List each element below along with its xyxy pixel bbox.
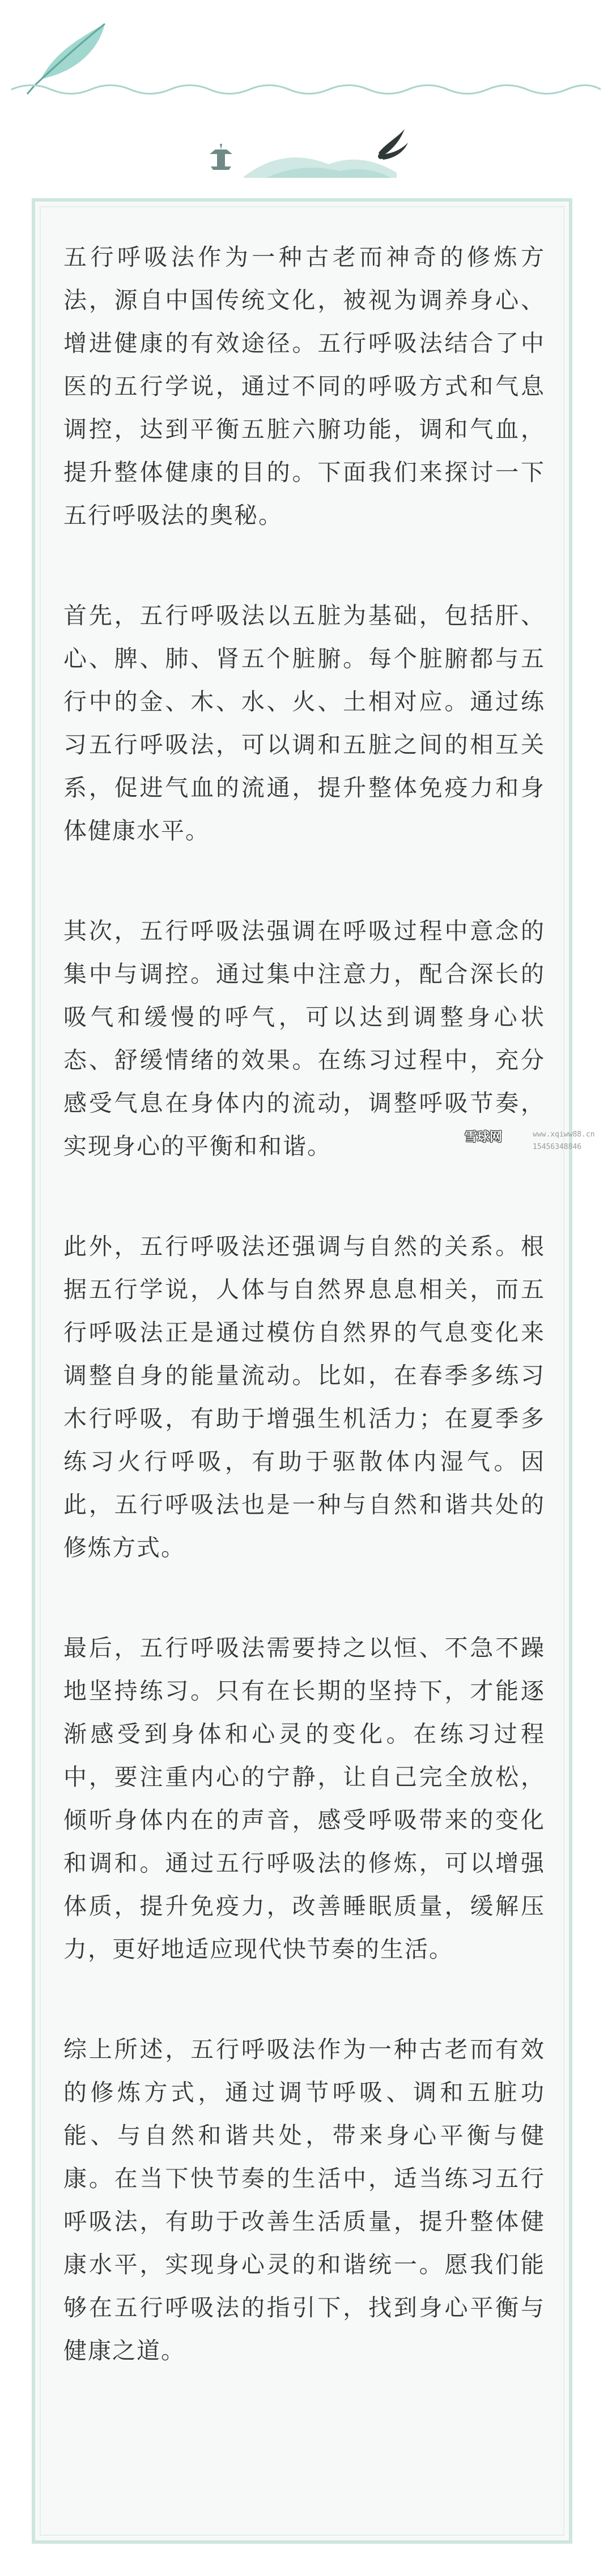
watermark [465,1127,612,1167]
watermark-number: 15456348846 [533,1143,582,1151]
header-art [0,0,612,187]
feather-icon [27,24,105,94]
article-body [63,236,545,2372]
paragraph-intro: 五行呼吸法作为一种古老而神奇的修炼方法，源自中国传统文化，被视为调养身心、增进健康的有效途径。五行呼吸法结合了中医的五行学说，通过不同的呼吸方式和气息调控，达到平衡五脏六腑功能，调和气血，提升整体健康的目的。下面我们来探讨一下五行呼吸法的奥秘。 [63,243,545,529]
watermark-url: www.xqiww88.cn [533,1130,595,1139]
pavilion-icon [210,144,232,170]
header-decoration [0,0,612,187]
article-frame [32,198,572,2544]
watermark-logo: 雪球网 [465,1130,503,1144]
wave-line [11,86,601,94]
paragraph-nature: 此外，五行呼吸法还强调与自然的关系。根据五行学说，人体与自然界息息相关，而五行呼吸法正是通过模仿自然界的气息变化来调整自身的能量流动。比如，在春季多练习木行呼吸，有助于增强生机活力；在夏季多练习火行呼吸，有助于驱散体内湿气。因此，五行呼吸法也是一种与自然和谐共处的修炼方式。 [63,1233,545,1561]
mountain-icon [244,157,397,178]
paragraph-second: 其次，五行呼吸法强调在呼吸过程中意念的集中与调控。通过集中注意力，配合深长的吸气和缓慢的呼气，可以达到调整身心状态、舒缓情绪的效果。在练习过程中，充分感受气息在身体内的流动，调整呼吸节奏，实现身心的平衡和和谐。 [63,917,545,1160]
paragraph-last: 最后，五行呼吸法需要持之以恒、不急不躁地坚持练习。只有在长期的坚持下，才能逐渐感受到身体和心灵的变化。在练习过程中，要注重内心的宁静，让自己完全放松，倾听身体内在的声音，感受呼吸带来的变化和调和。通过五行呼吸法的修炼，可以增强体质，提升免疫力，改善睡眠质量，缓解压力，更好地适应现代快节奏的生活。 [63,1634,545,1963]
paragraph-first: 首先，五行呼吸法以五脏为基础，包括肝、心、脾、肺、肾五个脏腑。每个脏腑都与五行中的金、木、水、火、土相对应。通过练习五行呼吸法，可以调和五脏之间的相互关系，促进气血的流通，提升整体免疫力和身体健康水平。 [63,602,545,844]
swallow-icon [378,129,408,160]
paragraph-summary: 综上所述，五行呼吸法作为一种古老而有效的修炼方式，通过调节呼吸、调和五脏功能、与自然和谐共处，带来身心平衡与健康。在当下快节奏的生活中，适当练习五行呼吸法，有助于改善生活质量，提升整体健康水平，实现身心灵的和谐统一。愿我们能够在五行呼吸法的指引下，找到身心平衡与健康之道。 [63,2036,545,2364]
